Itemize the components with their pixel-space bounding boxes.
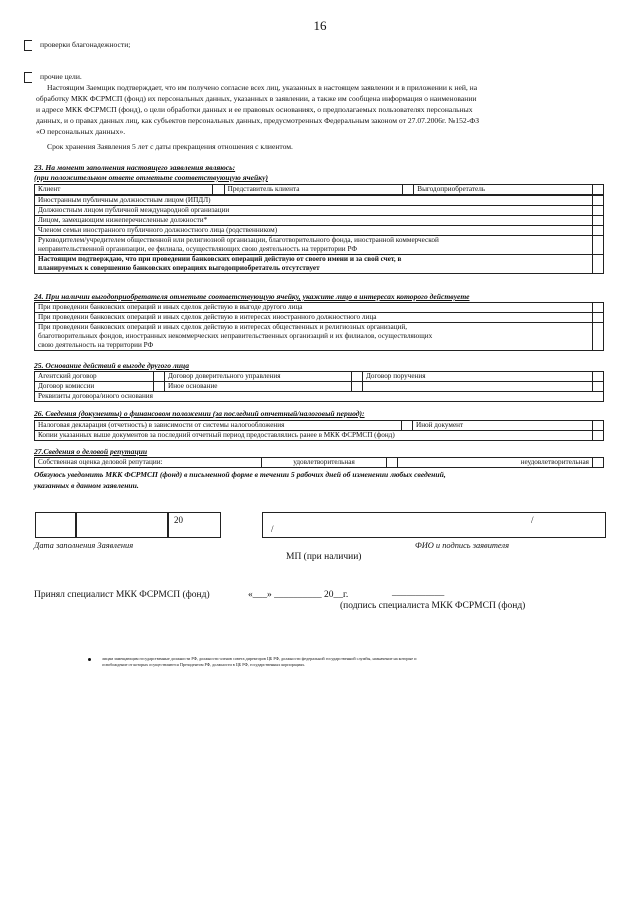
other-document-checkbox[interactable] — [593, 421, 604, 431]
status-checkbox[interactable] — [593, 216, 604, 226]
consent-line-1: Настоящим Заемщик подтверждает, что им получено согласие всех лиц, указанных в настоящем заявлении и в приложении к ней, на — [47, 83, 478, 92]
consent-line-3: и адресе МКК ФСРМСП (фонд), о цели обработки данных и ее правовых основаниях, о предполагаемых пользователях персональных — [36, 105, 473, 114]
status-checkbox[interactable] — [593, 196, 604, 206]
section-23-title: 23. На момент заполнения настоящего заявления являюсь: — [34, 163, 236, 172]
purpose-checkbox-row — [24, 39, 130, 51]
page-number: 16 — [313, 18, 327, 33]
stamp-label: МП (при наличии) — [286, 552, 362, 562]
accepted-date[interactable]: «___» __________ 20__г. — [248, 590, 349, 600]
notify-line-2: указанных в данном заявлении. — [34, 481, 139, 490]
role-representative-checkbox[interactable] — [402, 185, 413, 195]
status-positions: Лицом, замещающим нижеперечисленные должности* — [35, 216, 593, 226]
basis-commission-agreement: Договор комиссии — [35, 382, 154, 392]
year-prefix: 20 — [174, 515, 183, 525]
purpose-checkbox-row — [24, 71, 82, 83]
tax-declaration-checkbox[interactable] — [402, 421, 413, 431]
footnote-bullet-icon — [88, 658, 91, 661]
reputation-unsatisfactory-checkbox[interactable] — [593, 458, 604, 468]
accepted-specialist-label: Принял специалист МКК ФСРМСП (фонд) — [34, 590, 210, 600]
checkbox[interactable] — [24, 40, 32, 51]
basis-agency-agreement: Агентский договор — [35, 372, 154, 382]
copies-provided-checkbox[interactable] — [593, 431, 604, 441]
role-representative: Представитель клиента — [224, 185, 402, 195]
section-24-table — [34, 302, 604, 351]
confirm-checkbox[interactable] — [593, 255, 604, 274]
date-month-box[interactable] — [75, 512, 169, 538]
reputation-self-assessment: Собственная оценка деловой репутации: — [35, 458, 262, 468]
basis-other: Иное основание — [165, 382, 352, 392]
applicant-name-signature-box[interactable] — [262, 512, 606, 538]
beneficiary-foreign-official: При проведении банковских операций и иных сделок действую в интересах иностранного должностного лица — [35, 313, 593, 323]
section-24-title: 24. При наличии выгодоприобретателя отметьте соответствующую ячейку, укажите лицо в интересах которого действуете — [34, 292, 470, 301]
status-family-member: Членом семьи иностранного публичного должностного лица (родственником) — [35, 226, 593, 236]
footnote-line-2: освобождение от которых осуществляются Президентом РФ, должности в ЦБ РФ, государственных корпорациях. — [102, 662, 306, 667]
checkbox-label: проверки благонадежности; — [40, 40, 131, 49]
beneficiary-checkbox[interactable] — [593, 313, 604, 323]
section-27-table — [34, 457, 604, 468]
role-beneficiary-checkbox[interactable] — [592, 185, 603, 195]
basis-checkbox[interactable] — [154, 372, 165, 382]
reputation-satisfactory: удовлетворительная — [262, 458, 387, 468]
copies-provided: Копии указанных выше документов за последний отчетный период предоставлялись ранее в МКК ФСРМСП (фонд) — [35, 431, 593, 441]
role-client: Клиент — [35, 185, 213, 195]
reputation-satisfactory-checkbox[interactable] — [387, 458, 398, 468]
role-client-checkbox[interactable] — [213, 185, 224, 195]
consent-line-4: данных, и о правах данных лиц, как субъектов персональных данных, предусмотренных Федеральным законом от 27.07.2006г. №152-ФЗ — [36, 116, 480, 125]
role-beneficiary: Выгодоприобретатель — [414, 185, 592, 195]
status-ipdl: Иностранным публичным должностным лицом (ИПДЛ) — [35, 196, 593, 206]
status-checkbox[interactable] — [593, 206, 604, 216]
tax-declaration: Налоговая декларация (отчетность) в зависимости от системы налогообложения — [35, 421, 402, 431]
beneficiary-checkbox[interactable] — [593, 323, 604, 351]
footnote-line-1: лицам замещающим государственные должности РФ, должности членов совета директоров ЦБ РФ, должности федеральной государственной службы, назначение на которые и — [102, 656, 417, 661]
section-25-table — [34, 371, 604, 402]
status-organization-head: Руководителем/учредителем общественной или религиозной организации, благотворительного фонда, иностранной коммерческой неправительственной организации, ее филиала, осуществляющих свою деятельность на территории РФ — [35, 236, 593, 255]
basis-commission-order: Договор поручения — [363, 372, 593, 382]
basis-checkbox[interactable] — [154, 382, 165, 392]
checkbox[interactable] — [24, 72, 32, 83]
section-23-status-table — [34, 195, 604, 274]
beneficiary-other-person: При проведении банковских операций и иных сделок действую в выгоде другого лица — [35, 303, 593, 313]
notify-line-1: Обязуюсь уведомить МКК ФСРМСП (фонд) в письменной форме в течении 5 рабочих дней об изменении любых сведений, — [34, 470, 446, 479]
status-checkbox[interactable] — [593, 226, 604, 236]
slash-separator: / — [531, 515, 534, 525]
beneficiary-checkbox[interactable] — [593, 303, 604, 313]
section-25-title: 25. Основание действий в выгоде другого лица — [34, 361, 190, 370]
consent-line-2: обработку МКК ФСРМСП (фонд) их персональных данных, указанных в заявлении, а также им сообщена информация о наименовании — [36, 94, 477, 103]
fio-signature-label: ФИО и подпись заявителя — [415, 541, 509, 550]
basis-checkbox[interactable] — [352, 372, 363, 382]
other-document: Иной документ — [413, 421, 593, 431]
section-23-role-table — [34, 184, 604, 195]
basis-trust-management: Договор доверительного управления — [165, 372, 352, 382]
date-day-box[interactable] — [35, 512, 77, 538]
reputation-unsatisfactory: неудовлетворительная — [398, 458, 593, 468]
slash-separator: / — [271, 524, 274, 534]
status-checkbox[interactable] — [593, 236, 604, 255]
date-label: Дата заполнения Заявления — [34, 541, 134, 550]
section-23-subtitle: (при положительном ответе отметьте соответствующую ячейку) — [34, 173, 268, 182]
checkbox-label: прочие цели. — [40, 72, 82, 81]
specialist-signature-label: (подпись специалиста МКК ФСРМСП (фонд) — [340, 601, 526, 611]
beneficiary-organizations: При проведении банковских операций и иных сделок действую в интересах общественных и религиозных организаций, благотворительных фондов, иностранных некоммерческих неправительственных организаций и их филиалов, осуществляющих свою деятельность на территории РФ — [35, 323, 593, 351]
section-27-title: 27.Сведения о деловой репутации — [34, 447, 148, 456]
consent-line-5: «О персональных данных». — [36, 127, 126, 136]
specialist-signature-line[interactable]: ___________ — [392, 588, 445, 598]
basis-checkbox[interactable] — [352, 382, 363, 392]
own-behalf-confirmation: Настоящим подтверждаю, что при проведении банковских операций действую от своего имени и за свой счет, в планируемых к совершению банковских операциях выгодоприобретатель отсутствует — [35, 255, 593, 274]
section-26-title: 26. Сведения (документы) о финансовом положении (за последний отчетный/налоговый период): — [34, 409, 365, 418]
basis-checkbox[interactable] — [593, 372, 604, 382]
section-26-table — [34, 420, 604, 441]
status-international-org: Должностным лицом публичной международной организации — [35, 206, 593, 216]
storage-note: Срок хранения Заявления 5 лет с даты прекращения отношения с клиентом. — [47, 142, 293, 151]
basis-requisites[interactable]: Реквизиты договора/иного основания — [35, 392, 604, 402]
date-year-box[interactable] — [167, 512, 221, 538]
